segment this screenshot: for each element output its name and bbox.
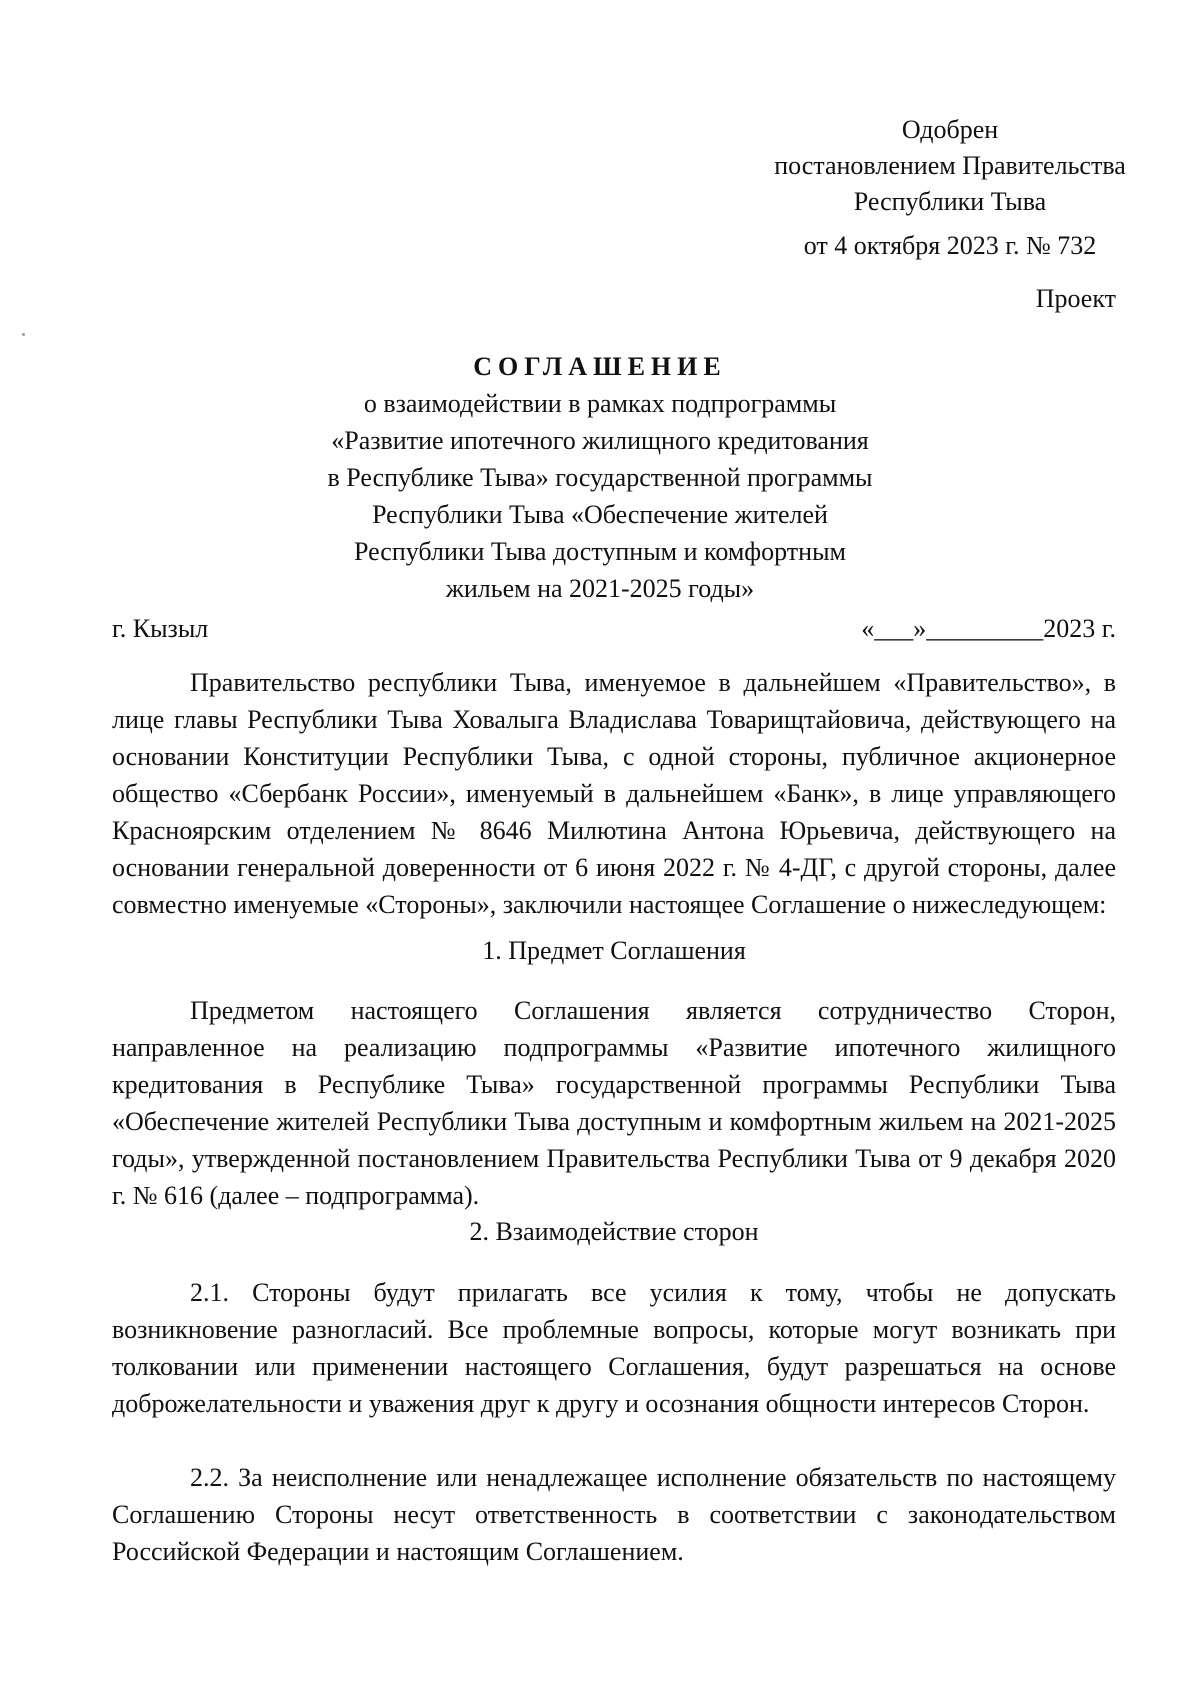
project-label: Проект — [1035, 284, 1116, 313]
approval-line-1: Одобрен — [901, 115, 999, 144]
title-line: жильем на 2021-2025 годы» — [445, 574, 755, 603]
approval-line-3: Республики Тыва — [853, 187, 1047, 216]
title-line: о взаимодействии в рамках подпрограммы — [363, 389, 837, 418]
title-line: «Развитие ипотечного жилищного кредитования — [331, 426, 869, 455]
section-1-paragraph: Предметом настоящего Соглашения является сотрудничество Сторон, направленное на реализацию подпрограммы «Развитие ипотечного жилищного кредитования в Республике Тыва» государственной программы Республики Тыва «Обеспечение жителей Республики Тыва доступным и комфортным жильем на 2021-2025 годы», утвержденной постановлением Правительства Республики Тыва от 9 декабря 2020 г. № 616 (далее – подпрограмма). — [112, 996, 1116, 1210]
title-word: СОГЛАШЕНИЕ — [473, 352, 727, 381]
section-2-heading: 2. Взаимодействие сторон — [469, 1217, 759, 1246]
approval-stamp — [740, 112, 1160, 264]
title-line: Республики Тыва доступным и комфортным — [353, 537, 847, 566]
place: г. Кызыл — [112, 614, 209, 643]
section-2-paragraph-1: 2.1. Стороны будут прилагать все усилия к тому, чтобы не допускать возникновение разногласий. Все проблемные вопросы, которые могут возникать при толковании или применении настоящего Соглашения, будут разрешаться на основе доброжелательности и уважения друг к другу и осознания общности интересов Сторон. — [112, 1278, 1116, 1418]
scan-speck — [22, 333, 25, 336]
section-1-heading: 1. Предмет Соглашения — [482, 936, 746, 965]
section-2-paragraph-2: 2.2. За неисполнение или ненадлежащее исполнение обязательств по настоящему Соглашению Стороны несут ответственность в соответствии с законодательством Российской Федерации и настоящим Соглашением. — [112, 1463, 1116, 1566]
title-line: Республики Тыва «Обеспечение жителей — [372, 500, 828, 529]
title-line: в Республике Тыва» государственной программы — [327, 463, 873, 492]
date-template: «___»_________2023 г. — [861, 614, 1116, 643]
approval-date: от 4 октября 2023 г. № 732 — [803, 231, 1097, 260]
approval-line-2: постановлением Правительства — [774, 151, 1126, 180]
document-title — [200, 348, 1000, 607]
preamble-paragraph: Правительство республики Тыва, именуемое в дальнейшем «Правительство», в лице главы Республики Тыва Ховалыга Владислава Товарищтайовича, действующего на основании Конституции Республики Тыва, с одной стороны, публичное акционерное общество «Сбербанк России», именуемый в дальнейшем «Банк», в лице управляющего Красноярским отделением № 8646 Милютина Антона Юрьевича, действующего на основании генеральной доверенности от 6 июня 2022 г. № 4-ДГ, с другой стороны, далее совместно именуемые «Стороны», заключили настоящее Соглашение о нижеследующем: — [112, 668, 1116, 919]
place-date-row — [112, 610, 1116, 647]
